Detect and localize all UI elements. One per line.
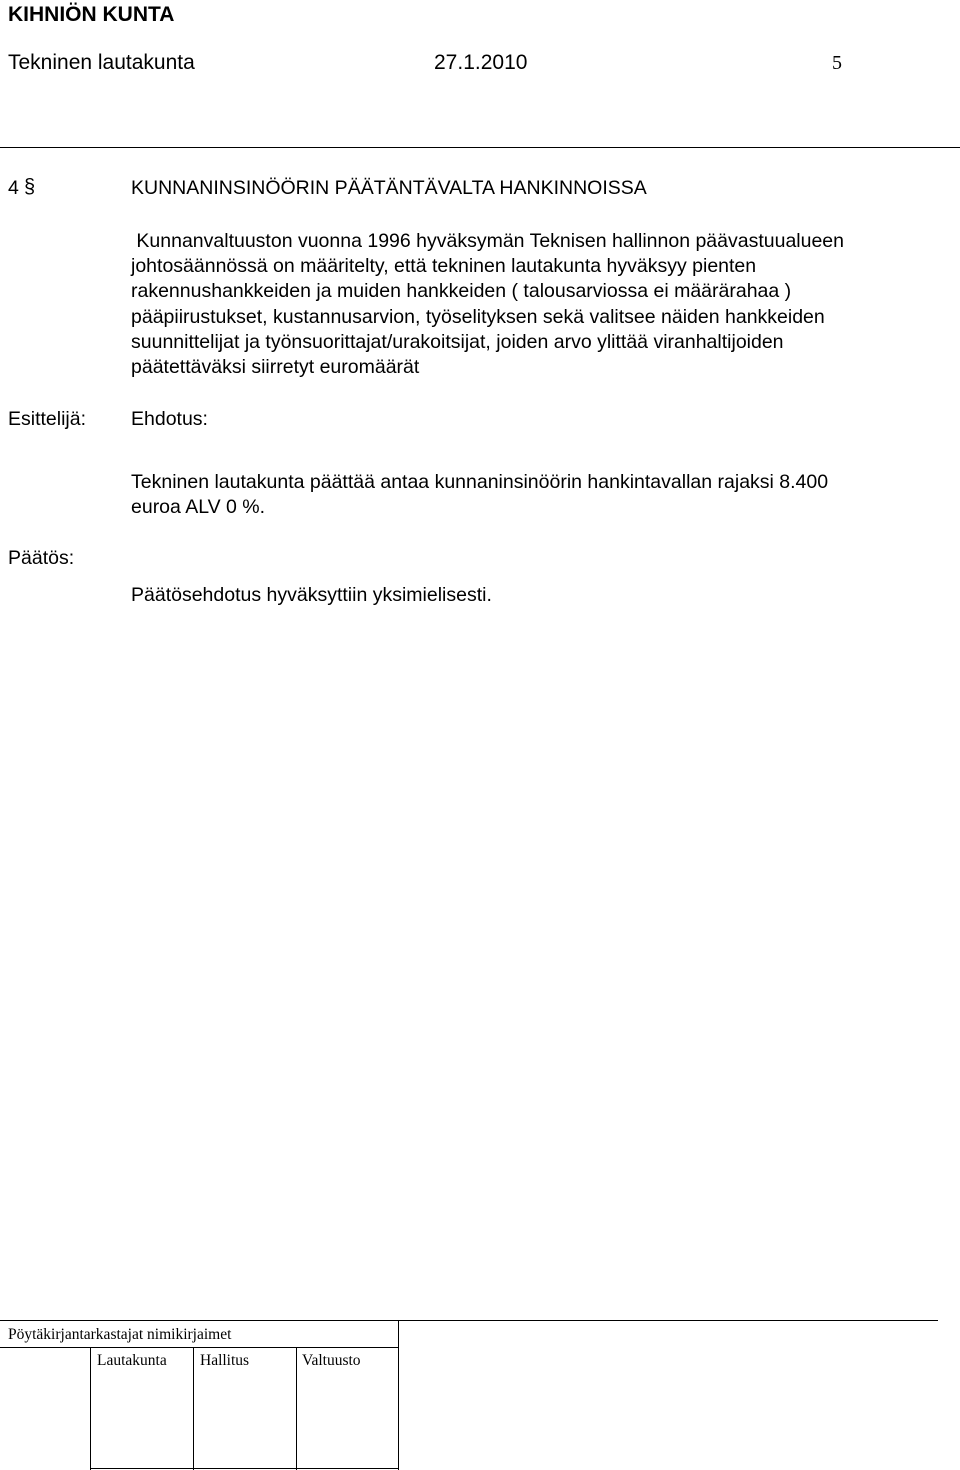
column-divider [90, 1347, 91, 1470]
proposal-line: Tekninen lautakunta päättää antaa kunnaninsinöörin hankintavallan rajaksi 8.400 [131, 471, 829, 493]
column-hallitus: Hallitus [200, 1352, 250, 1369]
column-divider [193, 1347, 194, 1470]
column-lautakunta: Lautakunta [97, 1352, 167, 1369]
signature-box-title: Pöytäkirjantarkastajat nimikirjaimet [8, 1326, 232, 1343]
background-paragraph [131, 229, 960, 380]
organization-name: KIHNIÖN KUNTA [8, 3, 175, 26]
background-line: suunnittelijat ja työnsuorittajat/urakoitsijat, joiden arvo ylittää viranhaltijoiden [131, 330, 784, 353]
proposal-line: euroa ALV 0 %. [131, 496, 266, 519]
column-divider [296, 1347, 297, 1470]
item-title: KUNNANINSINÖÖRIN PÄÄTÄNTÄVALTA HANKINNOISSA [131, 177, 647, 199]
presenter-label: Esittelijä: [8, 408, 87, 430]
decision-text: Päätösehdotus hyväksyttiin yksimielisesti. [131, 584, 492, 606]
background-line: pääpiirustukset, kustannusarvion, työselityksen sekä valitsee näiden hankkeiden [131, 305, 825, 328]
item-number: 4 [8, 177, 19, 199]
column-valtuusto: Valtuusto [302, 1352, 361, 1369]
footer-right-border [398, 1320, 399, 1470]
background-line: päätettäväksi siirretyt euromäärät [131, 356, 420, 379]
footer-title-underline [0, 1347, 398, 1348]
decision-label: Päätös: [8, 547, 75, 569]
page-number: 5 [832, 52, 842, 74]
background-line: Kunnanvaltuuston vuonna 1996 hyväksymän Teknisen hallinnon päävastuualueen [131, 230, 844, 252]
footer-top-line [0, 1320, 938, 1321]
background-line: rakennushankkeiden ja muiden hankkeiden ( talousarviossa ei määrärahaa ) [131, 280, 792, 303]
background-line: johtosäännössä on määritelty, että tekninen lautakunta hyväksyy pienten [131, 255, 757, 278]
meeting-date: 27.1.2010 [434, 51, 528, 74]
section-sign-icon: § [24, 176, 36, 198]
header-divider [0, 147, 960, 148]
proposal-paragraph [131, 470, 960, 520]
committee-name: Tekninen lautakunta [8, 51, 195, 74]
proposal-label: Ehdotus: [131, 408, 208, 430]
footer-bottom-line [90, 1468, 398, 1469]
